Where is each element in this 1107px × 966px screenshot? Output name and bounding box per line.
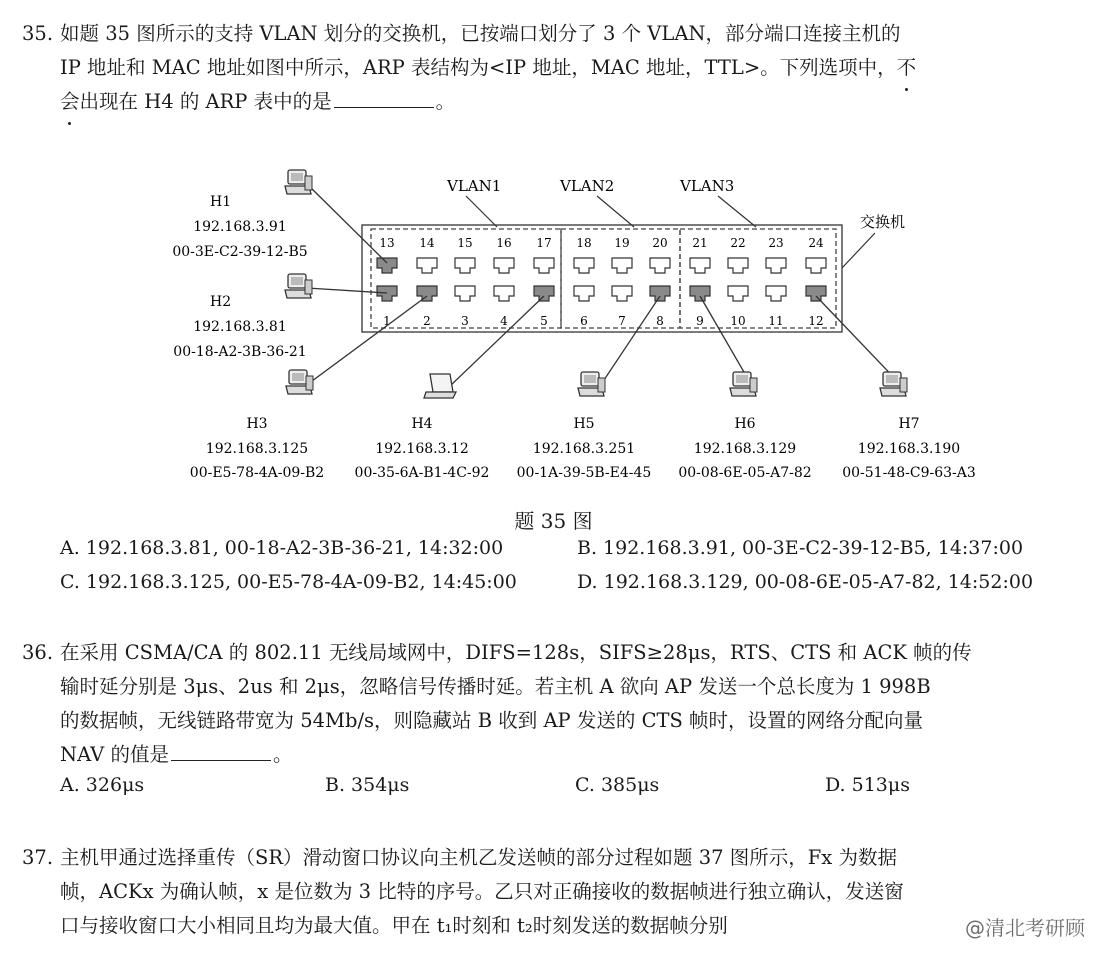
question-stem [60,636,1092,772]
h2-ip: 192.168.3.81 [193,319,287,335]
stem-line: 主机甲通过选择重传（SR）滑动窗口协议向主机乙发送帧的部分过程如题 37 图所示，Fx 为数据 [60,846,897,869]
vlan3-pointer [718,196,756,227]
option-b[interactable]: B. 354μs [325,774,410,796]
switch-port-1 [377,286,397,301]
h1-mac: 00-3E-C2-39-12-B5 [172,244,308,260]
answer-blank [171,744,271,761]
h7-ip: 192.168.3.190 [857,441,961,457]
bottom-port-label: 3 [461,314,469,328]
bottom-port-label: 1 [383,314,391,328]
switch-port-17 [534,258,554,273]
h7-name: H7 [898,416,920,432]
vlan2-pointer [597,196,634,227]
question-stem [60,841,1092,943]
switch-port-8 [650,286,670,301]
link-h2 [307,288,387,293]
top-port-label: 16 [496,236,512,250]
top-port-label: 13 [379,236,395,250]
h6-mac: 00-08-6E-05-A7-82 [678,465,812,481]
link-h3 [308,296,427,384]
switch-port-11 [766,286,786,301]
switch-port-20 [650,258,670,273]
h6-computer-icon [730,372,757,396]
vlan1-label: VLAN1 [447,177,502,195]
emphasis-char: 不 [897,51,917,85]
h7-computer-icon [880,372,907,396]
question-number: 36. [22,641,54,664]
bottom-port-label: 2 [423,314,431,328]
stem-line: 输时延分别是 3μs、2us 和 2μs，忽略信号传播时延。若主机 A 欲向 AP 发送一个总长度为 1 998B [60,675,931,698]
bottom-port-label: 7 [618,314,626,328]
switch-port-6 [574,286,594,301]
switch-port-14 [417,258,437,273]
switch-port-12 [806,286,826,301]
stem-line [60,738,1092,772]
switch-port-18 [574,258,594,273]
h2-name: H2 [210,294,232,310]
stem-line: 的数据帧，无线链路带宽为 54Mb/s，则隐藏站 B 收到 AP 发送的 CTS 帧时，设置的网络分配向量 [60,709,924,732]
switch-port-21 [690,258,710,273]
question-number: 35. [22,22,54,45]
h7-mac: 00-51-48-C9-63-A3 [842,465,976,481]
question-number: 37. [22,846,54,869]
switch-port-19 [612,258,632,273]
h4-laptop-icon [424,374,456,398]
top-port-label: 23 [768,236,784,250]
top-port-label: 24 [808,236,824,250]
bottom-port-label: 5 [540,314,548,328]
option-a[interactable]: A. 326μs [60,774,145,796]
h4-name: H4 [411,416,433,432]
h1-ip: 192.168.3.91 [193,219,287,235]
top-port-label: 18 [576,236,592,250]
stem-text: 出现在 H4 的 ARP 表中的是 [79,90,332,113]
switch-port-16 [494,258,514,273]
switch-port-13 [377,258,397,273]
bottom-port-label: 11 [768,314,784,328]
switch-port-4 [494,286,514,301]
switch-port-7 [612,286,632,301]
switch-port-2 [417,286,437,301]
option-d[interactable]: D. 513μs [825,774,910,796]
vlan1-pointer [466,196,497,227]
vlan3-label: VLAN3 [680,177,735,195]
switch-port-15 [455,258,475,273]
top-port-label: 20 [652,236,668,250]
stem-line: 如题 35 图所示的支持 VLAN 划分的交换机，已按端口划分了 3 个 VLAN，部分端口连接主机的 [60,22,901,45]
bottom-port-label: 12 [808,314,824,328]
bottom-port-label: 8 [656,314,664,328]
h5-name: H5 [573,416,595,432]
h3-mac: 00-E5-78-4A-09-B2 [189,465,325,481]
h6-name: H6 [734,416,756,432]
switch-port-23 [766,258,786,273]
stem-text: 。 [272,743,293,766]
link-h1 [307,184,387,263]
link-h5 [600,296,660,386]
bottom-port-label: 6 [580,314,588,328]
option-b[interactable]: B. 192.168.3.91, 00-3E-C2-39-12-B5, 14:37:00 [577,537,1024,559]
switch-port-9 [690,286,710,301]
h4-ip: 192.168.3.12 [375,441,469,457]
top-port-label: 19 [614,236,630,250]
h5-ip: 192.168.3.251 [532,441,636,457]
vlan2-label: VLAN2 [560,177,615,195]
stem-text: IP 地址和 MAC 地址如图中所示，ARP 表结构为<IP 地址，MAC 地址，TTL>。下列选项中， [60,56,897,79]
h6-ip: 192.168.3.129 [693,441,797,457]
top-port-label: 15 [457,236,473,250]
stem-line: 在采用 CSMA/CA 的 802.11 无线局域网中，DIFS=128s，SIFS≥28μs，RTS、CTS 和 ACK 帧的传 [60,641,972,664]
h3-computer-icon [286,370,313,394]
switch-pointer [842,233,875,268]
h1-computer-icon [285,170,312,194]
top-port-label: 21 [692,236,708,250]
option-a[interactable]: A. 192.168.3.81, 00-18-A2-3B-36-21, 14:32:00 [60,537,504,559]
stem-line: 口与接收窗口大小相同且均为最大值。甲在 t₁时刻和 t₂时刻发送的数据帧分别 [60,914,728,937]
switch-port-3 [455,286,475,301]
h5-mac: 00-1A-39-5B-E4-45 [516,465,652,481]
switch-label: 交换机 [860,213,906,231]
h3-name: H3 [246,416,268,432]
h2-mac: 00-18-A2-3B-36-21 [173,344,307,360]
option-c[interactable]: C. 192.168.3.125, 00-E5-78-4A-09-B2, 14:45:00 [60,571,517,593]
top-port-label: 17 [536,236,552,250]
bottom-port-label: 10 [730,314,746,328]
switch-port-10 [728,286,748,301]
figure-caption: 题 35 图 [514,509,593,533]
stem-line: 帧，ACKx 为确认帧，x 是位数为 3 比特的序号。乙只对正确接收的数据帧进行独立确认，发送窗 [60,880,904,903]
switch-port-5 [534,286,554,301]
h3-ip: 192.168.3.125 [205,441,309,457]
top-port-label: 14 [419,236,435,250]
bottom-port-label: 4 [500,314,508,328]
h2-computer-icon [285,274,312,298]
stem-text: NAV 的值是 [60,743,169,766]
stem-text: 。 [435,90,456,113]
switch-port-24 [806,258,826,273]
bottom-port-label: 9 [696,314,704,328]
watermark: @清北考研顾 [965,916,1085,940]
switch-port-22 [728,258,748,273]
option-c[interactable]: C. 385μs [575,774,660,796]
h5-computer-icon [578,372,605,396]
emphasis-char: 会 [60,85,80,119]
h1-name: H1 [210,194,232,210]
option-d[interactable]: D. 192.168.3.129, 00-08-6E-05-A7-82, 14:52:00 [577,571,1034,593]
link-h4 [450,296,544,386]
top-port-label: 22 [730,236,746,250]
h4-mac: 00-35-6A-B1-4C-92 [354,465,490,481]
